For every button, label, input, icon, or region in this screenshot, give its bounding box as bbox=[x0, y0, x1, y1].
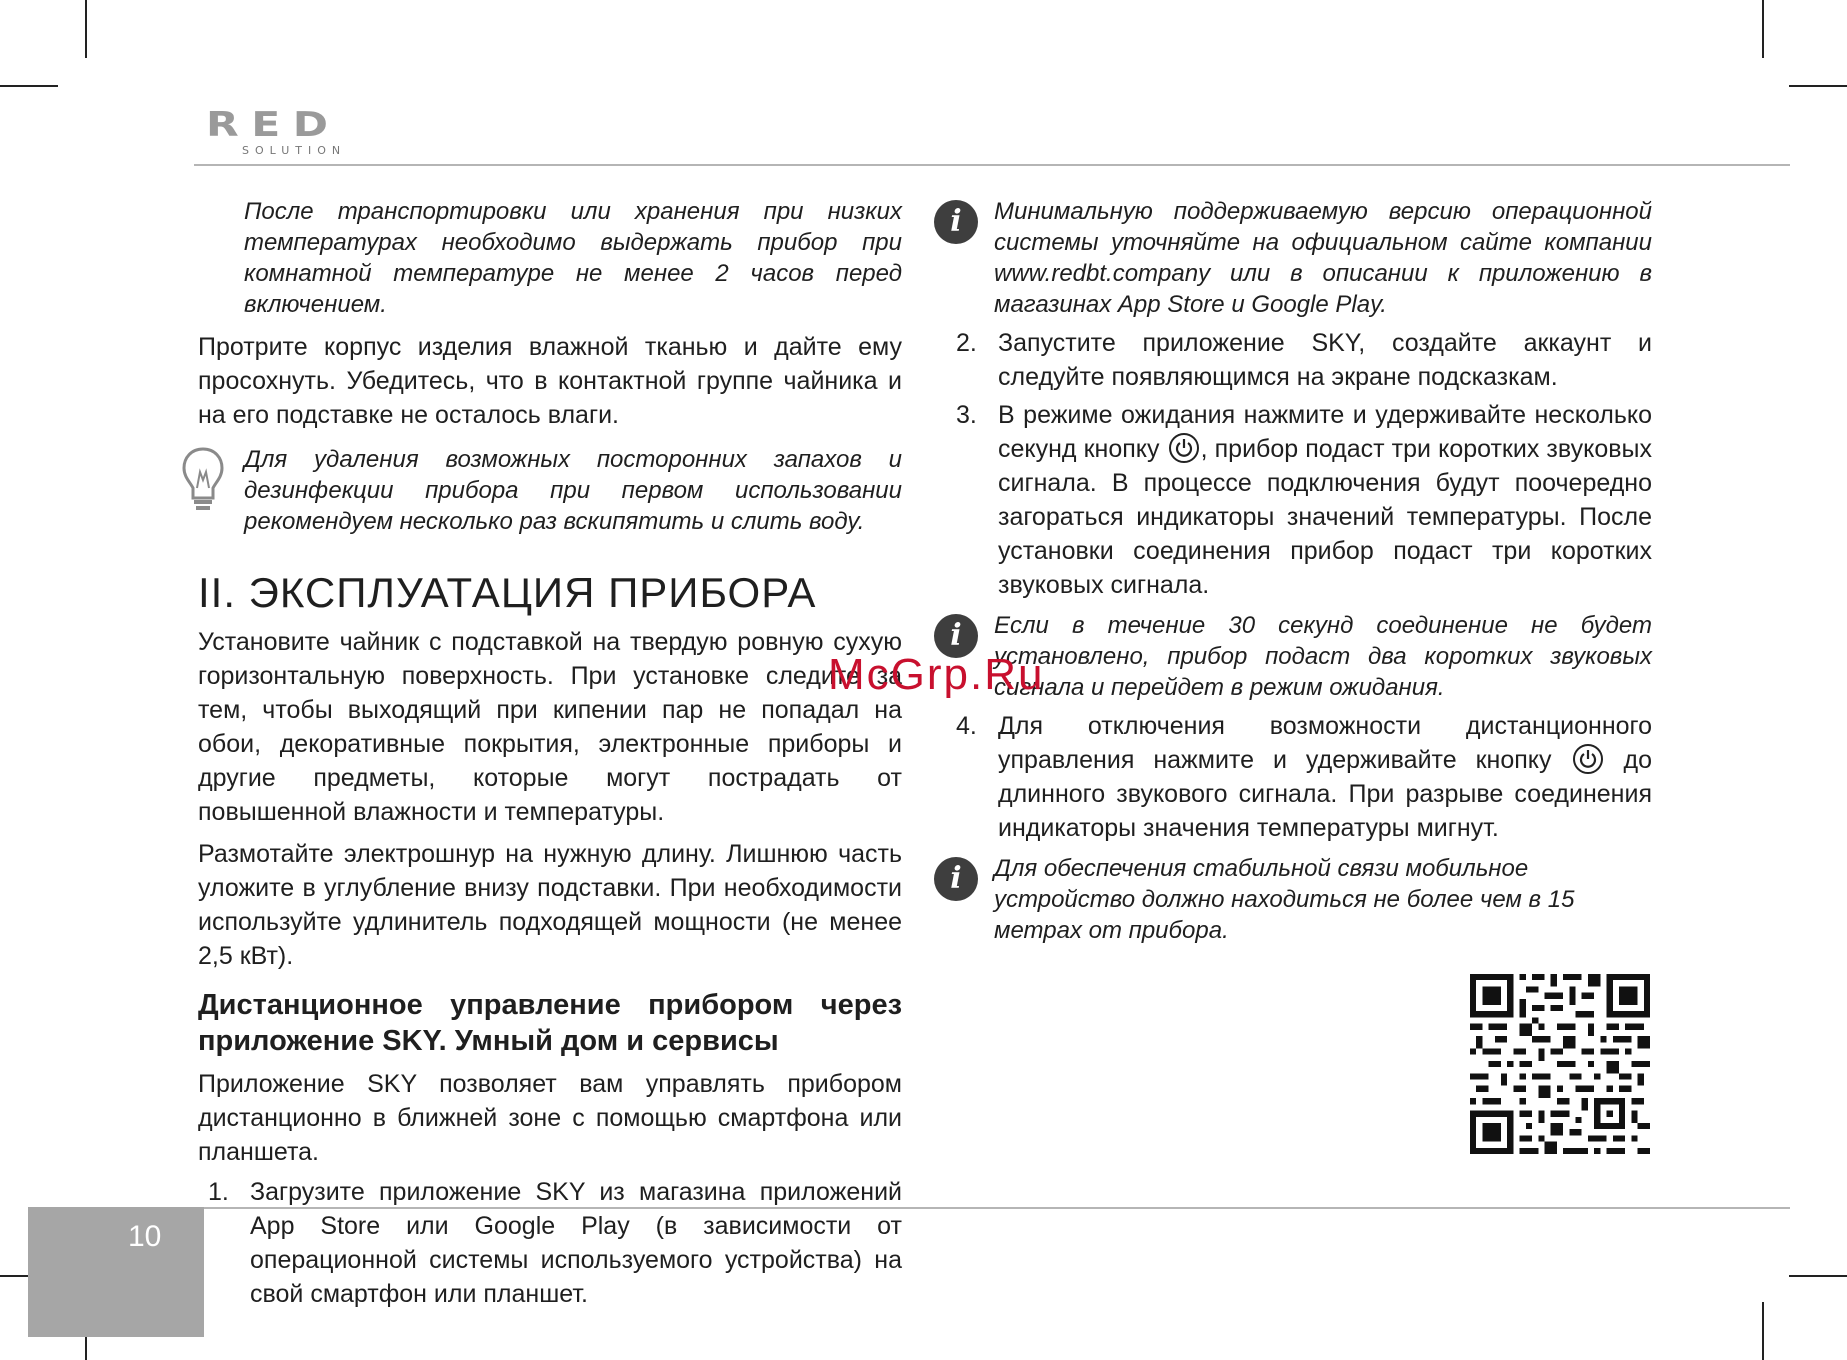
crop-mark bbox=[1789, 1275, 1847, 1277]
info-timeout: Если в течение 30 секунд соединение не будет установлено, прибор подаст два коротких звуковых сигнала и перейдет в режим ожидания. bbox=[994, 612, 1652, 701]
info-os: Минимальную поддерживаемую версию операционной системы уточняйте на официальном сайте компании www.redbt.company или в описании к приложению в магазинах App Store и Google Play. bbox=[994, 198, 1652, 318]
power-icon bbox=[1169, 433, 1199, 463]
step-3-text bbox=[998, 398, 1652, 602]
left-column bbox=[198, 196, 902, 1311]
info-range: Для обеспечения стабильной связи мобильное устройство должно находиться не более чем в 15 метрах от прибора. bbox=[994, 855, 1575, 944]
para-app: Приложение SKY позволяет вам управлять прибором дистанционно в ближней зоне с помощью смартфона или планшета. bbox=[198, 1070, 902, 1166]
qr-code bbox=[1470, 974, 1650, 1154]
note-transport: После транспортировки или хранения при низких температурах необходимо выдержать прибор при комнатной температуре не менее 2 часов перед включением. bbox=[244, 198, 902, 318]
step-3-text-b: , прибор подаст три коротких звуковых сигнала. В процессе подключения будут поочередно загораться индикаторы значений температуры. После установки соединения прибор подаст три коротких звуковых сигнала. bbox=[998, 435, 1652, 599]
subsection-title: Дистанционное управление прибором через приложение SKY. Умный дом и сервисы bbox=[198, 989, 902, 1057]
footer-rule bbox=[204, 1207, 1790, 1209]
power-icon bbox=[1573, 744, 1603, 774]
para-cord: Размотайте электрошнур на нужную длину. Лишнюю часть уложите в углубление внизу подставки. При необходимости используйте удлинитель подходящей мощности (не менее 2,5 кВт). bbox=[198, 840, 902, 970]
page-number-tab bbox=[28, 1207, 204, 1337]
step-2-text: Запустите приложение SKY, создайте аккаунт и следуйте появляющимся на экране подсказкам. bbox=[998, 329, 1652, 391]
info-icon: i bbox=[934, 614, 978, 658]
step-4-text-b: до длинного звукового сигнала. При разрыве соединения индикаторы значения температуры мигнут. bbox=[998, 746, 1653, 842]
para-install: Установите чайник с подставкой на твердую ровную сухую горизонтальную поверхность. При установке следите за тем, чтобы выходящий при кипении пар не попадал на обои, декоративные покрытия, электронные приборы и другие предметы, которые могут пострадать от повышенной влажности и температуры. bbox=[198, 628, 902, 826]
step-4-text-a: Для отключения возможности дистанционного управления нажмите и удерживайте кнопку bbox=[998, 712, 1652, 774]
header-rule bbox=[194, 164, 1790, 166]
para-wipe: Протрите корпус изделия влажной тканью и дайте ему просохнуть. Убедитесь, что в контактной группе чайника и на его подставке не осталось влаги. bbox=[198, 333, 902, 429]
step-1-number: 1. bbox=[208, 1178, 229, 1206]
step-1-text: Загрузите приложение SKY из магазина приложений App Store или Google Play (в зависимости от операционной системы используемого устройства) на свой смартфон или планшет. bbox=[250, 1178, 902, 1308]
step-3-number: 3. bbox=[956, 401, 977, 429]
right-column bbox=[946, 196, 1652, 946]
logo-main: RED bbox=[206, 105, 341, 145]
info-icon: i bbox=[934, 857, 978, 901]
logo-sub: SOLUTION bbox=[242, 144, 347, 157]
step-4-text bbox=[998, 709, 1652, 845]
step-2-number: 2. bbox=[956, 329, 977, 357]
step-4-number: 4. bbox=[956, 712, 977, 740]
brand-logo bbox=[206, 105, 356, 158]
crop-mark bbox=[1789, 85, 1847, 87]
lightbulb-icon bbox=[180, 446, 226, 514]
crop-mark bbox=[85, 0, 87, 58]
tip-odor: Для удаления возможных посторонних запахов и дезинфекции прибора при первом использовании рекомендуем несколько раз вскипятить и слить воду. bbox=[244, 446, 902, 535]
step-3-text-a: В режиме ожидания нажмите и удерживайте несколько секунд кнопку bbox=[998, 401, 1652, 463]
info-icon: i bbox=[934, 200, 978, 244]
crop-mark bbox=[1762, 1302, 1764, 1360]
watermark: McGrp.Ru bbox=[828, 650, 1045, 699]
crop-mark bbox=[1762, 0, 1764, 58]
crop-mark bbox=[0, 85, 58, 87]
section-title: II. ЭКСПЛУАТАЦИЯ ПРИБОРА bbox=[198, 569, 817, 616]
page-number: 10 bbox=[128, 1220, 162, 1253]
